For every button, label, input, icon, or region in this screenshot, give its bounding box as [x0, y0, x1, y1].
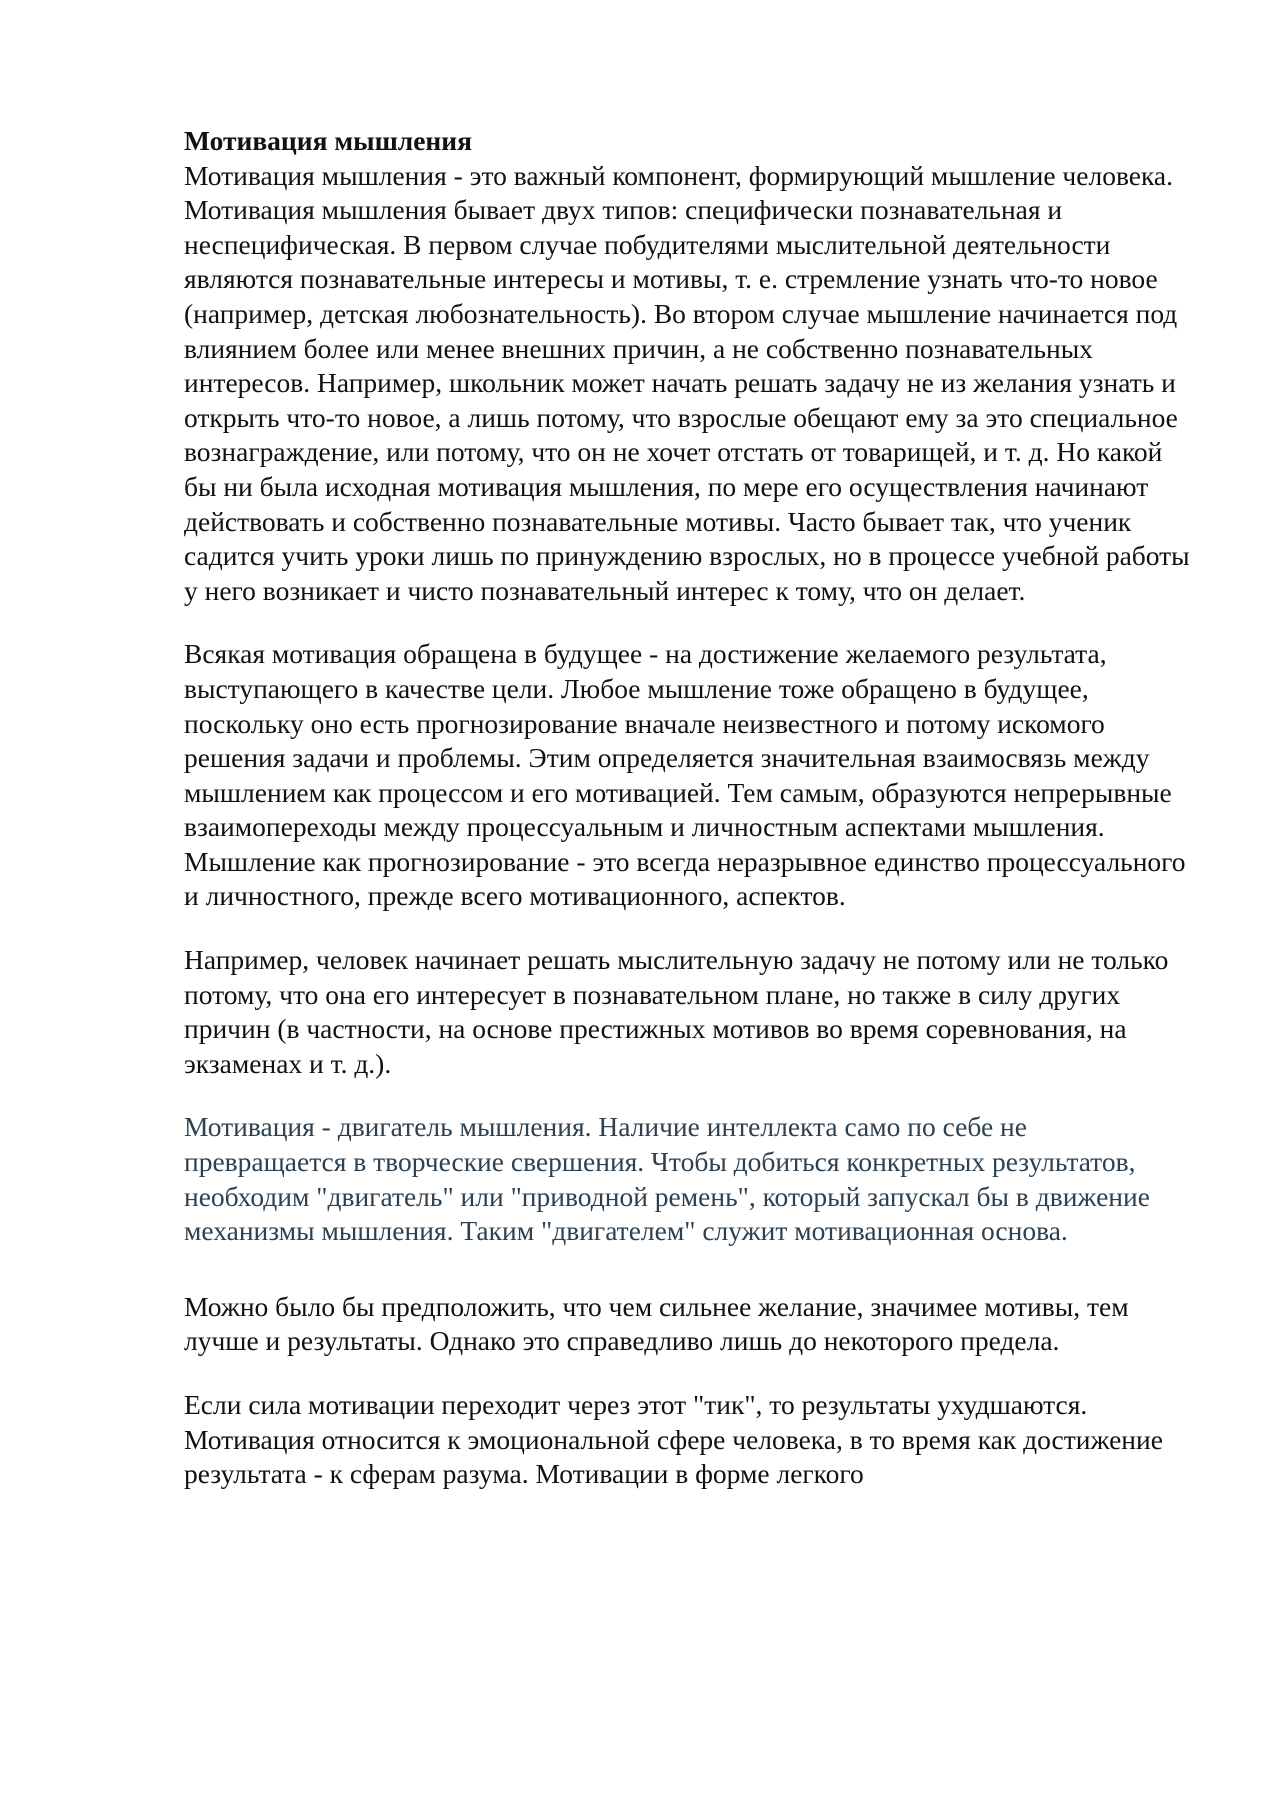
paragraph-3: Например, человек начинает решать мыслительную задачу не потому или не только потому, что она его интересует в познавательном плане, но также в силу других причин (в частности, на основе престижных мотивов во время соревнования, на экзаменах и т. д.).: [184, 944, 1169, 1079]
paragraph-5: Можно было бы предположить, что чем сильнее желание, значимее мотивы, тем лучше и результаты. Однако это справедливо лишь до некоторого предела.: [184, 1290, 1129, 1357]
paragraph-1: Мотивация мышления - это важный компонент, формирующий мышление человека. Мотивация мышления бывает двух типов: специфически познавательная и неспецифическая. В первом случае побудителями мыслительной деятельности являются познавательные интересы и мотивы, т. е. стремление узнать что-то новое (например, детская любознательность). Во втором случае мышление начинается под влиянием более или менее внешних причин, а не собственно познавательных интересов. Например, школьник может начать решать задачу не из желания узнать и открыть что-то новое, а лишь потому, что взрослые обещают ему за это специальное вознаграждение, или потому, что он не хочет отстать от товарищей, и т. д. Но какой бы ни была исходная мотивация мышления, по мере его осуществления начинают действовать и собственно познавательные мотивы. Часто бывает так, что ученик садится учить уроки лишь по принуждению взрослых, но в процессе учебной работы у него возникает и чисто познавательный интерес к тому, что он делает.: [184, 159, 1190, 606]
paragraph-4-quote: Мотивация - двигатель мышления. Наличие интеллекта само по себе не превращается в творческие свершения. Чтобы добиться конкретных результатов, необходим "двигатель" или "приводной ремень", который запускал бы в движение механизмы мышления. Таким "двигателем" служит мотивационная основа.: [184, 1111, 1150, 1247]
document-title: Мотивация мышления: [184, 125, 472, 156]
paragraph-2: Всякая мотивация обращена в будущее - на достижение желаемого результата, выступающего в качестве цели. Любое мышление тоже обращено в будущее, поскольку оно есть прогнозирование вначале неизвестного и потому искомого решения задачи и проблемы. Этим определяется значительная взаимосвязь между мышлением как процессом и его мотивацией. Тем самым, образуются непрерывные взаимопереходы между процессуальным и личностным аспектами мышления. Мышление как прогнозирование - это всегда неразрывное единство процессуального и личностного, прежде всего мотивационного, аспектов.: [184, 638, 1186, 912]
paragraph-6: Если сила мотивации переходит через этот "тик", то результаты ухудшаются. Мотивация относится к эмоциональной сфере человека, в то время как достижение результата - к сферам разума. Мотивации в форме легкого: [184, 1389, 1163, 1490]
document-body: [184, 124, 1194, 1492]
